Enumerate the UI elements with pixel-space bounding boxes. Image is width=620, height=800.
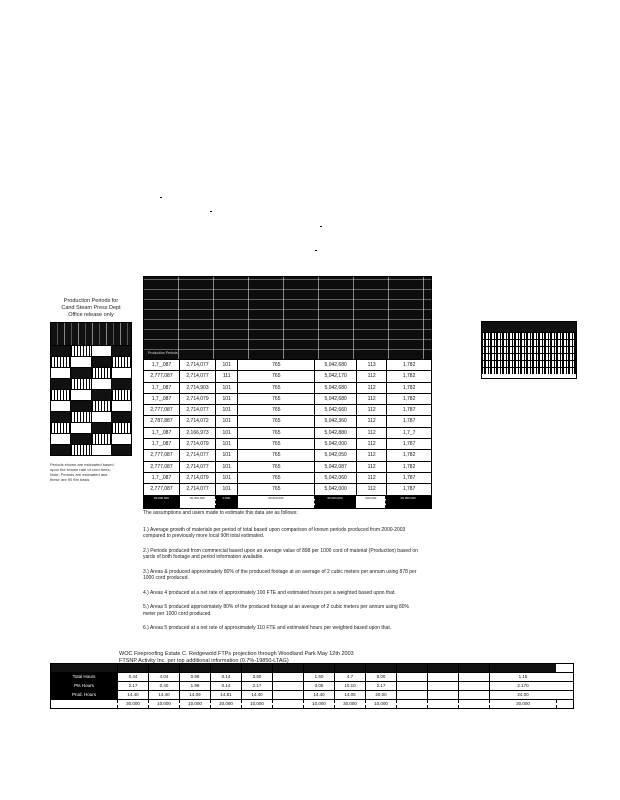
left-panel-row — [50, 390, 132, 401]
bottom-table-cell: 2.17 — [242, 682, 273, 690]
left-panel-cell — [71, 401, 91, 411]
bottom-table-cell: 30,000 — [118, 700, 149, 708]
header-label: Production Periods — [148, 351, 178, 355]
bottom-table-cell — [366, 664, 397, 672]
table-cell: 5,042,170 — [315, 371, 357, 381]
left-panel-cell — [112, 368, 131, 378]
table-cell: 5,042,087 — [315, 462, 357, 472]
left-panel-cell — [112, 357, 131, 367]
left-panel-title — [50, 298, 132, 319]
bottom-table-cell: 4.7 — [335, 673, 366, 681]
table-cell: 1,782 — [402, 395, 416, 402]
table-cell: 2,714,077 — [180, 484, 216, 494]
production-table — [143, 276, 432, 509]
scan-speck — [315, 250, 317, 251]
scan-speck — [160, 197, 162, 198]
table-cell: 112 — [357, 428, 387, 438]
note-item: 4.) Areas 4 produced at a net rate of approximately 100 FTE and estimated hours per a weighted based upon that. — [143, 589, 396, 596]
left-panel-cell — [92, 423, 112, 433]
bottom-table-cell — [490, 664, 556, 672]
table-cell: 2,166,973 — [180, 428, 216, 438]
bottom-table-cell — [397, 673, 428, 681]
note-item: 3.) Areas & produced approximately 80% of the produced footage at an average of 2 cubic meters per annum using 878 per 1000 cord produced. — [143, 568, 417, 581]
left-panel-row — [50, 357, 132, 368]
left-panel-row — [50, 368, 132, 379]
table-cell: 2,714,077 — [180, 450, 216, 460]
table-cell: 101 — [216, 394, 238, 404]
left-panel-cell — [92, 412, 112, 422]
bottom-table-cell: 0.44 — [118, 673, 149, 681]
table-row — [143, 450, 432, 461]
left-panel-cell — [51, 390, 71, 400]
table-cell: 112 — [357, 371, 387, 381]
table-cell: 5,042,680 — [315, 360, 357, 370]
left-panel-cell — [51, 368, 71, 378]
left-panel-cell — [92, 379, 112, 389]
left-panel-cell — [112, 390, 131, 400]
left-panel-cell — [51, 346, 71, 356]
bottom-table-cell: 14.05 — [335, 691, 366, 699]
table-cell: 101 — [216, 416, 238, 426]
table-row — [143, 473, 432, 484]
total-cell: 0,000 — [216, 496, 238, 508]
left-panel-cell — [112, 434, 131, 444]
table-cell: 112 — [357, 462, 387, 472]
right-box-row — [482, 346, 576, 353]
bottom-table-cell — [428, 673, 459, 681]
bottom-table-cell — [304, 664, 335, 672]
bottom-table-cell: 10,000 — [180, 700, 211, 708]
right-box-row — [482, 367, 576, 374]
bottom-table-cell — [459, 691, 490, 699]
bottom-table-cell — [428, 691, 459, 699]
table-cell: 765 — [238, 462, 315, 472]
left-panel-cell — [71, 434, 91, 444]
table-cell: 2,714,077 — [180, 405, 216, 415]
bottom-table-cell: 14.09 — [180, 691, 211, 699]
bottom-table-cell: 14.40 — [118, 691, 149, 699]
left-production-panel — [50, 298, 132, 482]
total-cell: 00,000,000 — [144, 496, 180, 508]
bottom-table-cell: 10,000 — [366, 700, 397, 708]
table-cell: 5,042,000 — [315, 439, 357, 449]
table-cell: 1,787 — [402, 418, 416, 425]
bottom-table-cell: 10.10 — [335, 682, 366, 690]
bottom-table-cell — [428, 664, 459, 672]
assumption-notes — [143, 510, 423, 640]
left-panel-header — [50, 322, 132, 346]
table-cell: 1,787 — [402, 486, 416, 493]
table-cell: 101 — [216, 439, 238, 449]
right-box-row — [482, 360, 576, 367]
bottom-table-cell — [118, 664, 149, 672]
table-row — [143, 360, 432, 371]
left-panel-cell — [71, 379, 91, 389]
bottom-table-cell: 20.00 — [366, 691, 397, 699]
bottom-table-cell — [397, 664, 428, 672]
left-panel-row — [50, 401, 132, 412]
left-panel-cell — [71, 423, 91, 433]
table-cell: 1,782 — [402, 373, 416, 380]
table-cell: 101 — [216, 405, 238, 415]
table-cell: 765 — [238, 416, 315, 426]
table-cell: 101 — [216, 360, 238, 370]
left-panel-cell — [51, 412, 71, 422]
table-cell: 2,714,077 — [180, 360, 216, 370]
production-table-body — [143, 360, 432, 496]
bottom-table-cell: 2.170 — [517, 683, 529, 688]
table-cell: 1,7_,087 — [144, 360, 180, 370]
bottom-table-cell — [273, 691, 304, 699]
bottom-table-cell — [273, 673, 304, 681]
bottom-table-row — [51, 664, 573, 673]
table-cell: 2,777,087 — [144, 484, 180, 494]
note-item: 5.) Areas 5 produced approximately 80% of the produced footage at an average of 2 cubic meters per annum using 80% meter per 1000 cord produced. — [143, 604, 409, 617]
table-cell: 1,7_,087 — [144, 394, 180, 404]
left-panel-rows — [50, 346, 132, 456]
bottom-table-row — [51, 691, 573, 700]
table-cell: 2,714,903 — [180, 383, 216, 393]
table-cell: 765 — [238, 428, 315, 438]
left-title-line: Office release only — [68, 312, 114, 318]
bottom-table-cell: Estimated Total Hours — [51, 700, 118, 708]
table-cell: 112 — [357, 394, 387, 404]
left-panel-cell — [71, 390, 91, 400]
table-row — [143, 428, 432, 439]
table-row — [143, 383, 432, 394]
bottom-table-cell — [273, 664, 304, 672]
total-cell: 00,000,000 — [180, 496, 216, 508]
left-panel-cell — [112, 445, 131, 455]
bottom-table-cell: 4.04 — [149, 673, 180, 681]
bottom-table-cell: 14.40 — [149, 691, 180, 699]
table-cell: 2,777,087 — [144, 371, 180, 381]
table-cell: 2,777,087 — [144, 462, 180, 472]
left-panel-cell — [112, 401, 131, 411]
left-panel-cell — [71, 412, 91, 422]
left-panel-row — [50, 434, 132, 445]
left-panel-cell — [92, 368, 112, 378]
table-cell: 765 — [238, 473, 315, 483]
bottom-table-cell — [428, 682, 459, 690]
table-cell: 2,777,087 — [144, 450, 180, 460]
left-panel-cell — [51, 401, 71, 411]
bottom-table-cell: 0.14 — [211, 682, 242, 690]
bottom-hours-table — [50, 663, 574, 709]
left-panel-cell — [112, 379, 131, 389]
left-panel-cell — [51, 423, 71, 433]
notes-intro: The assumptions and users made to estimate this data are as follows: — [143, 510, 298, 516]
left-panel-cell — [92, 346, 112, 356]
table-cell: 1,7_,087 — [144, 473, 180, 483]
table-cell: 5,042,360 — [315, 416, 357, 426]
table-row — [143, 405, 432, 416]
left-panel-cell — [112, 423, 131, 433]
bottom-table-cell: 10,000 — [149, 700, 180, 708]
bottom-title-line: FTSNP Activity Inc. per top additional information (0.7%-19850-LTAG) — [119, 658, 289, 664]
bottom-table-cell: 14.40 — [242, 691, 273, 699]
bottom-table-cell: 3.05 — [304, 682, 335, 690]
left-panel-row — [50, 346, 132, 357]
table-cell: 765 — [238, 394, 315, 404]
table-cell: 111 — [216, 371, 238, 381]
bottom-table-cell: 10,000 — [242, 700, 273, 708]
table-cell: 765 — [238, 484, 315, 494]
table-row — [143, 484, 432, 495]
right-box-header — [482, 322, 576, 332]
table-cell: 1,7_,087 — [144, 428, 180, 438]
right-box-row — [482, 339, 576, 346]
bottom-table-cell: 14.40 — [304, 691, 335, 699]
bottom-table-cell: 0.14 — [211, 673, 242, 681]
bottom-table-cell — [459, 700, 490, 708]
left-panel-cell — [112, 412, 131, 422]
table-row — [143, 416, 432, 427]
table-cell: 101 — [216, 484, 238, 494]
scan-speck — [320, 226, 322, 227]
table-cell: 1,782 — [402, 384, 416, 391]
table-cell: 1,7_,087 — [144, 383, 180, 393]
left-title-line: Cand Steam Press Dept — [61, 305, 121, 311]
left-panel-row — [50, 423, 132, 434]
bottom-table-cell: 1.15 — [518, 674, 528, 679]
bottom-table-cell — [242, 664, 273, 672]
table-cell: 765 — [238, 360, 315, 370]
bottom-table-cell — [273, 682, 304, 690]
left-panel-row — [50, 412, 132, 423]
total-cell: 00,000,000 — [238, 496, 315, 508]
table-cell: 5,042,050 — [315, 450, 357, 460]
table-row — [143, 462, 432, 473]
table-cell: 2,714,077 — [180, 462, 216, 472]
bottom-table-cell: 8.00 — [366, 673, 397, 681]
table-cell: 2,714,079 — [180, 473, 216, 483]
note-item: 1.) Average growth of materials per period of total based upon comparison of known periods produced from 2000-2003 compared to previously more local 90ft total estimated. — [143, 526, 406, 539]
left-panel-cell — [92, 434, 112, 444]
table-cell: 5,042,880 — [315, 428, 357, 438]
bottom-table-cell — [397, 691, 428, 699]
bottom-table-cell — [51, 664, 118, 672]
bottom-title-line: WOC Fireproofing Estate C. Redgewold FTPs projection through Woodland Park May 12th 2003 — [119, 651, 354, 657]
left-panel-cell — [92, 401, 112, 411]
table-cell: 1,787 — [402, 407, 416, 414]
bottom-table-cell — [211, 664, 242, 672]
bottom-table-cell: 2.17 — [118, 682, 149, 690]
table-cell: 765 — [238, 450, 315, 460]
left-panel-cell — [92, 445, 112, 455]
table-cell: 765 — [238, 383, 315, 393]
bottom-table-cell — [397, 700, 428, 708]
bottom-table-cell: Total Hours — [51, 673, 118, 681]
bottom-table-cell: 24.00 — [517, 692, 529, 697]
table-cell: 1,787 — [402, 474, 416, 481]
table-cell: 5,042,000 — [315, 484, 357, 494]
left-panel-row — [50, 445, 132, 456]
table-cell: 5,042,060 — [315, 473, 357, 483]
table-cell: 765 — [238, 371, 315, 381]
left-title-line: Production Periods for — [63, 298, 119, 304]
bottom-table-cell: 3.50 — [242, 673, 273, 681]
bottom-table-cell: 1.99 — [180, 682, 211, 690]
bottom-table-cell: 30,000 — [490, 700, 557, 708]
bottom-table-cell — [459, 682, 490, 690]
scan-speck — [210, 211, 212, 212]
total-cell: 00,000,000 — [315, 496, 357, 508]
table-row — [143, 439, 432, 450]
bottom-table-cell — [459, 664, 490, 672]
bottom-table-cell — [335, 664, 366, 672]
bottom-table-cell: 2.17 — [366, 682, 397, 690]
total-cell: 00,000,000 — [386, 496, 431, 508]
table-cell: 2,714,079 — [180, 439, 216, 449]
table-cell: 113 — [357, 360, 387, 370]
table-cell: 1,7_7 — [402, 429, 416, 436]
bottom-table-cell — [428, 700, 459, 708]
table-cell: 112 — [357, 484, 387, 494]
bottom-table-row — [51, 673, 573, 682]
table-cell: 101 — [216, 428, 238, 438]
table-cell: 112 — [357, 405, 387, 415]
bottom-table-cell — [459, 673, 490, 681]
table-cell: 112 — [357, 383, 387, 393]
right-box-row — [482, 332, 576, 339]
bottom-table-row — [51, 700, 573, 708]
note-item: 2.) Periods produced from commercial based upon an average value of 898 per 1000 cord of material (Production) based on yards of both footage and period information available. — [143, 547, 418, 560]
left-panel-cell — [71, 368, 91, 378]
note-item: 6.) Areas 5 produced at a net rate of approximately 110 FTE and estimated hours per weighted based upon that. — [143, 625, 392, 631]
table-cell: 2,714,072 — [180, 416, 216, 426]
table-cell: 1,7_,087 — [144, 439, 180, 449]
bottom-table-cell: 1.50 — [304, 673, 335, 681]
bottom-table-cell — [149, 664, 180, 672]
table-cell: 5,042,680 — [315, 383, 357, 393]
bottom-table-row — [51, 682, 573, 691]
left-panel-cell — [92, 390, 112, 400]
left-panel-note: Periods shown are estimated based upon the known rate of cord trees. Note: Periods are estimated and these are 90 ftm basis — [50, 462, 114, 482]
bottom-table-cell: 14.81 — [211, 691, 242, 699]
table-cell: 2,714,077 — [180, 371, 216, 381]
table-cell: 2,787,887 — [144, 416, 180, 426]
table-cell: 765 — [238, 439, 315, 449]
table-cell: 1,787 — [402, 441, 416, 448]
table-cell: 2,777,087 — [144, 405, 180, 415]
total-cell: 000,000 — [356, 496, 386, 508]
table-cell: 1,782 — [402, 362, 416, 368]
right-summary-box — [481, 321, 577, 379]
left-panel-cell — [71, 357, 91, 367]
bottom-table-cell — [180, 664, 211, 672]
table-cell: 5,042,680 — [315, 394, 357, 404]
left-panel-cell — [71, 445, 91, 455]
table-cell: 2,714,079 — [180, 394, 216, 404]
left-panel-row — [50, 379, 132, 390]
left-panel-cell — [92, 357, 112, 367]
table-cell: 5,042,660 — [315, 405, 357, 415]
table-cell: 112 — [357, 416, 387, 426]
left-panel-cell — [112, 346, 131, 356]
bottom-table-cell — [397, 682, 428, 690]
bottom-table-cell: Prod. Hours — [51, 691, 118, 699]
table-cell: 101 — [216, 450, 238, 460]
bottom-table-cell: 0.40 — [149, 682, 180, 690]
left-panel-cell — [51, 445, 71, 455]
bottom-table-cell: 30,000 — [335, 700, 366, 708]
table-row — [143, 371, 432, 382]
table-cell: 112 — [357, 473, 387, 483]
left-panel-cell — [51, 357, 71, 367]
table-cell: 765 — [238, 405, 315, 415]
production-table-header — [143, 276, 432, 360]
left-panel-cell — [51, 434, 71, 444]
table-cell: 1,782 — [402, 463, 416, 470]
bottom-table-cell — [273, 700, 304, 708]
table-cell: 101 — [216, 462, 238, 472]
table-cell: 112 — [357, 439, 387, 449]
production-table-total-row — [143, 496, 432, 509]
left-panel-cell — [71, 346, 91, 356]
bottom-table-cell: 0.99 — [180, 673, 211, 681]
bottom-table-cell: 20,000 — [211, 700, 242, 708]
right-box-row — [482, 353, 576, 360]
table-row — [143, 394, 432, 405]
left-panel-cell — [51, 379, 71, 389]
bottom-table-cell: Pts Hours — [51, 682, 118, 690]
table-cell: 112 — [357, 450, 387, 460]
table-cell: 1,782 — [402, 452, 416, 459]
table-cell: 101 — [216, 383, 238, 393]
bottom-table-cell: 10,000 — [304, 700, 335, 708]
table-cell: 101 — [216, 473, 238, 483]
